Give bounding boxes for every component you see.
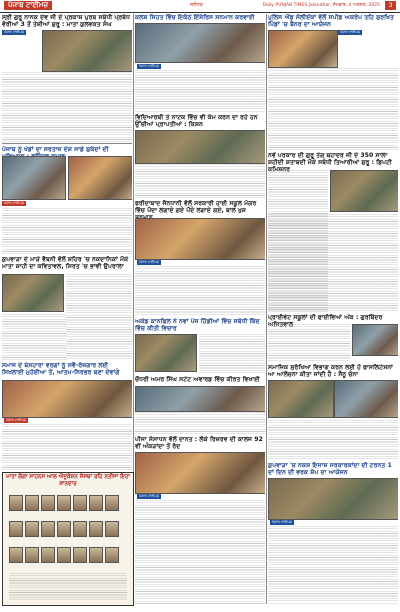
student-photo: [25, 495, 39, 511]
ad-text: [9, 573, 127, 601]
body-text: [135, 164, 265, 198]
article-photo: [135, 386, 265, 412]
student-photo: [41, 521, 55, 537]
student-photo: [105, 521, 119, 537]
body-text: [2, 314, 66, 360]
article-sports[interactable]: [2, 146, 132, 254]
student-photo: [73, 547, 87, 563]
student-photo: [89, 521, 103, 537]
headline: ਸਮਾਜਿਕ ਸੁਰੱਖਿਆ ਵਿਭਾਗ ਕਰਨ ਲਈ ਹੋ ਫਾਸਲਿਟੇਸ਼ਨਾਂ ਆ ਆਲੋਚਨਾ ਕੀਤਾ ਜਾਂਦੀ ਹੈ : ਸੈਨੂ ਚੰਨਾ: [268, 364, 393, 378]
body-text: [135, 70, 265, 112]
article-police-speed[interactable]: [268, 14, 398, 150]
student-photo: [25, 547, 39, 563]
article-photo: [42, 30, 132, 72]
student-photo: [57, 495, 71, 511]
headline: ਫਰੀਦਾਬਾਦ ਜੈਨਧਾਨੀ ਵੱਲੋਂ ਸਰਕਾਰੀ ਹਾਈ ਸਕੂਲ ਮੱਗਰ ਵਿੱਚ ਪੌਦਾ ਲਗਾਏ ਗਏ ਪੌਦੇ ਲਗਾਏ ਗਏ, ਬਾਲ ਖੁਸ਼: [135, 200, 257, 214]
article-photo: [268, 30, 338, 68]
source-tag: ਪੰਜਾਬ ਟਾਈਮਜ਼: [4, 201, 24, 205]
masthead: [0, 0, 400, 13]
body-text: [2, 208, 132, 254]
headline: ਸ੍ਰੀ ਗੁਰੂ ਨਾਨਕ ਦੇਵ ਜੀ ਦੇ ਪ੍ਰਕਾਸ਼ ਪੁਰਬ ਸਬੰਧੀ ਪ੍ਰਬੰਧ ਵੋਰੀਆਂ 3 ਤੋਂ ਤੇਜ਼ੀਆਂ ਸ਼ੁਰੂ : ਮਾਤਾ ਕੁਲਵਕਤ ਸੰਘ: [2, 14, 130, 28]
section-title: ਪੰਜਾਬ ਟਾਈਮਜ਼: [4, 1, 52, 10]
article-academic-council[interactable]: [135, 318, 265, 374]
student-photo: [105, 547, 119, 563]
student-photo: [73, 521, 87, 537]
article-photo: [135, 23, 265, 63]
article-state-award[interactable]: [135, 376, 265, 434]
article-kupwara[interactable]: [2, 256, 132, 360]
student-photo: [57, 547, 71, 563]
headline: ਕੁਪਵਾੜਾ ਦੇ ਮਾੜੇ ਵੈਬਨੀ ਵੱਲੋਂ ਸ਼ਹਿਰ 'ਚ ਨਕਦਾਨਿਕਾਂ ਮੌਕੇ ਮਾਤਾ ਸ਼ਾਹੀ ਦਾ ਕਵਿਤਾਵਲ, ਸਿਰਤ 'ਚ ਭਾਵੀ ਉਪਰਾਲਾ: [2, 256, 129, 270]
body-text: [268, 214, 398, 312]
headline: ਕਲਸ਼ ਸਿਹਤ ਵਿੱਚ ਇਕੱਠੇ ਇੰਸ਼ੋਰਿਸ ਸਨਮਾਨ ਕਰਵਾਈ: [135, 14, 255, 21]
page-number: 3: [385, 1, 396, 10]
article-photo: [352, 324, 398, 356]
source-tag: ਪੰਜਾਬ ਟਾਈਮਜ਼: [139, 64, 159, 68]
headline: ਵਿਦਿਆਰਥੀ ਤੇ ਨਾਟਕ ਵਿੱਚ ਵੀ ਕੰਮ ਕਰਨ ਦਾ ਰਹੇ ਹਨ ਉੱਚੀਆਂ ਪ੍ਰਾਪਤੀਆਂ : ਕਿਸ਼ਨ: [135, 114, 258, 128]
student-photo: [9, 521, 23, 537]
article-workshop[interactable]: [268, 462, 398, 604]
student-photo: [41, 495, 55, 511]
row-rule: [2, 143, 132, 144]
headline: ਸਮਾਜ ਦੇ ਬੇਸਹਾਰਾ ਵਰਗਾਂ ਨੂੰ ਸਵੈ-ਰੋਜ਼ਗਾਰ ਲਈ ਸਿਖਲਾਈ ਮੁਹੱਈਆ ਤੋਂ, ਆਤਮ-ਨਿਰਭਰ ਬਣਾ ਦੇਵਾਂਗੇ: [2, 362, 120, 376]
article-students[interactable]: [135, 114, 265, 198]
article-photo: [2, 156, 66, 200]
body-text: [268, 526, 398, 604]
student-photo: [73, 495, 87, 511]
source-tag: ਪੰਜਾਬ ਟਾਈਮਜ਼: [4, 30, 24, 34]
article-photo: [68, 156, 132, 200]
body-text: [66, 274, 132, 360]
article-shatabdi[interactable]: [268, 152, 398, 312]
student-photo: [9, 495, 23, 511]
center-label: ਜਲੰਧਰ: [190, 2, 203, 8]
body-text: [2, 424, 132, 470]
body-text: [268, 324, 350, 362]
student-photo: [41, 547, 55, 563]
body-text: [135, 500, 265, 604]
student-photo: [57, 521, 71, 537]
student-photo: [9, 547, 23, 563]
ad-title: ਮਾਤਾ ਗੰਗਾ ਸਾਹਨਸ ਆਲ ਐਜੂਕੇਸ਼ਨ ਸੰਸਥਾ ਰਹਿ ਨਤੀਜਾ ਇਹਾ ਸ਼ਾਨਦਾਰ: [6, 474, 130, 487]
article-photo: [268, 478, 398, 520]
article-self-employment[interactable]: [2, 362, 132, 470]
column-rule: [266, 14, 267, 604]
body-text: [268, 420, 398, 460]
headline: ਚੌਧਰੀ ਅਮਰ ਸਿੰਘ ਸਟੇਟ ਅਵਾਰਡ ਵਿੱਚ ਕੀਰਤ ਵਿਖਾਈ: [135, 376, 260, 383]
article-photo: [135, 130, 265, 164]
body-text: [2, 72, 132, 142]
headline: ਪ੍ਰਾਈਵੇਟ ਸਕੂਲਾਂ ਦੀ ਫਾਈਵਿਆਂ ਅੰਕ : ਗੁਰਬਿੰਦਰ ਅਜਿਤਵਾਲ: [268, 314, 383, 328]
article-tree-planting[interactable]: [135, 200, 265, 316]
source-tag: ਪੰਜਾਬ ਟਾਈਮਜ਼: [139, 260, 159, 264]
article-guru-nanak[interactable]: [2, 14, 132, 142]
article-photo: [135, 452, 265, 494]
article-photo: [2, 274, 64, 312]
body-text: [135, 412, 265, 434]
article-photo: [330, 170, 398, 212]
article-photo: [2, 380, 132, 418]
headline: ਪੀਜਾ ਸੰਸਾਧਨ ਵੱਲੋਂ ਦਾਨਤ : ਲੋਕੇ ਰਿਜ਼ਰਵ ਦੀ ਕਾਲਜ 92 ਵੀਂ ਅੰਕੜਾਂਦਾ ਤੋਂ ਰੱਦ: [135, 436, 263, 450]
article-photo: [135, 218, 265, 260]
article-insurance[interactable]: [135, 14, 265, 112]
headline: ਨਵੇਂ ਪਰਕਾਰ ਦੀ ਗੁਰੂ ਤੇਗ ਬਹਾਦਰ ਜੀ ਦੇ 350 ਸਾਲਾ ਸ਼ਹੀਦੀ ਸ਼ਤਾਬਦੀ ਮੌਕੇ ਸਬੰਧੀ ਤਿਆਰੀਆਂ ਸ਼ੁਰੂ : ਡਿਪਟੀ ਕਮਿਸ਼ਨਰ: [268, 152, 392, 173]
body-text: [199, 334, 265, 374]
article-photo: [268, 380, 334, 418]
school-result-ad[interactable]: [2, 472, 134, 606]
headline: ਅਕੇਡ ਕਾਨਫਿਲ ਨੇ ਨਵਾਂ ਪੰਜ ਹਿੱਡੀਆਂ ਵਿੱਚ ਸਬੰਧੀ ਕਿੰਦ ਵਿੱਚ ਕੀਤੀ ਵਿਚਾਰ: [135, 318, 260, 332]
headline: ਕੁਪਵਾੜਾ 'ਚ ਨਕਸ਼ ਇਜਾਜ਼ ਸਰਕਾਰਕਾਂਦਾ ਦੀ ਟਰਨਤ 1 ਦਾਂ ਦਿਨ ਦੀ ਵਰਕ ਸ਼ੋਪ ਦਾ ਆਯੋਜਨ: [268, 462, 392, 476]
body-text: [268, 68, 398, 150]
source-tag: ਪੰਜਾਬ ਟਾਈਮਜ਼: [272, 520, 292, 524]
student-photo: [105, 495, 119, 511]
student-photo: [89, 547, 103, 563]
article-private-schools[interactable]: [268, 314, 398, 362]
article-photo: [135, 334, 197, 372]
edition-line: Daily PUNJAB TIMES Jalandhar, ਸੋਮਵਾਰ, 4 ਅਗਸਤ, 2025: [262, 3, 380, 8]
student-photo: [89, 495, 103, 511]
source-tag: ਪੰਜਾਬ ਟਾਈਮਜ਼: [6, 418, 26, 422]
headline: ਪੁਲਿਸ ਐਂਡ ਸੋਲੀਏਂਕਾਂ ਵੱਲੋਂ ਸਪੀਡ ਅਕਰੋਪ ਤਹਿ ਸ਼ੁਰਖਿਤ ਪਿੰਡਾਂ 'ਚ ਬੈਨਰ ਦਾ ਆਯੋਜਨ: [268, 14, 394, 28]
headline: ਪੰਜਾਬ ਨੂੰ ਖੇਡਾਂ ਦਾ ਸਰਤਾਜ ਦੇਸ਼ ਸਾਡੇ ਸ਼ੁਕੰਦਾਂ ਦੀ: [2, 146, 109, 153]
source-tag: ਪੰਜਾਬ ਟਾਈਮਜ਼: [340, 30, 360, 34]
article-photo: [334, 380, 398, 418]
article-reserve-college[interactable]: [135, 436, 265, 604]
student-photo: [25, 521, 39, 537]
source-tag: ਪੰਜਾਬ ਟਾਈਮਜ਼: [139, 494, 159, 498]
article-social-security[interactable]: [268, 364, 398, 460]
body-text: [135, 266, 265, 316]
